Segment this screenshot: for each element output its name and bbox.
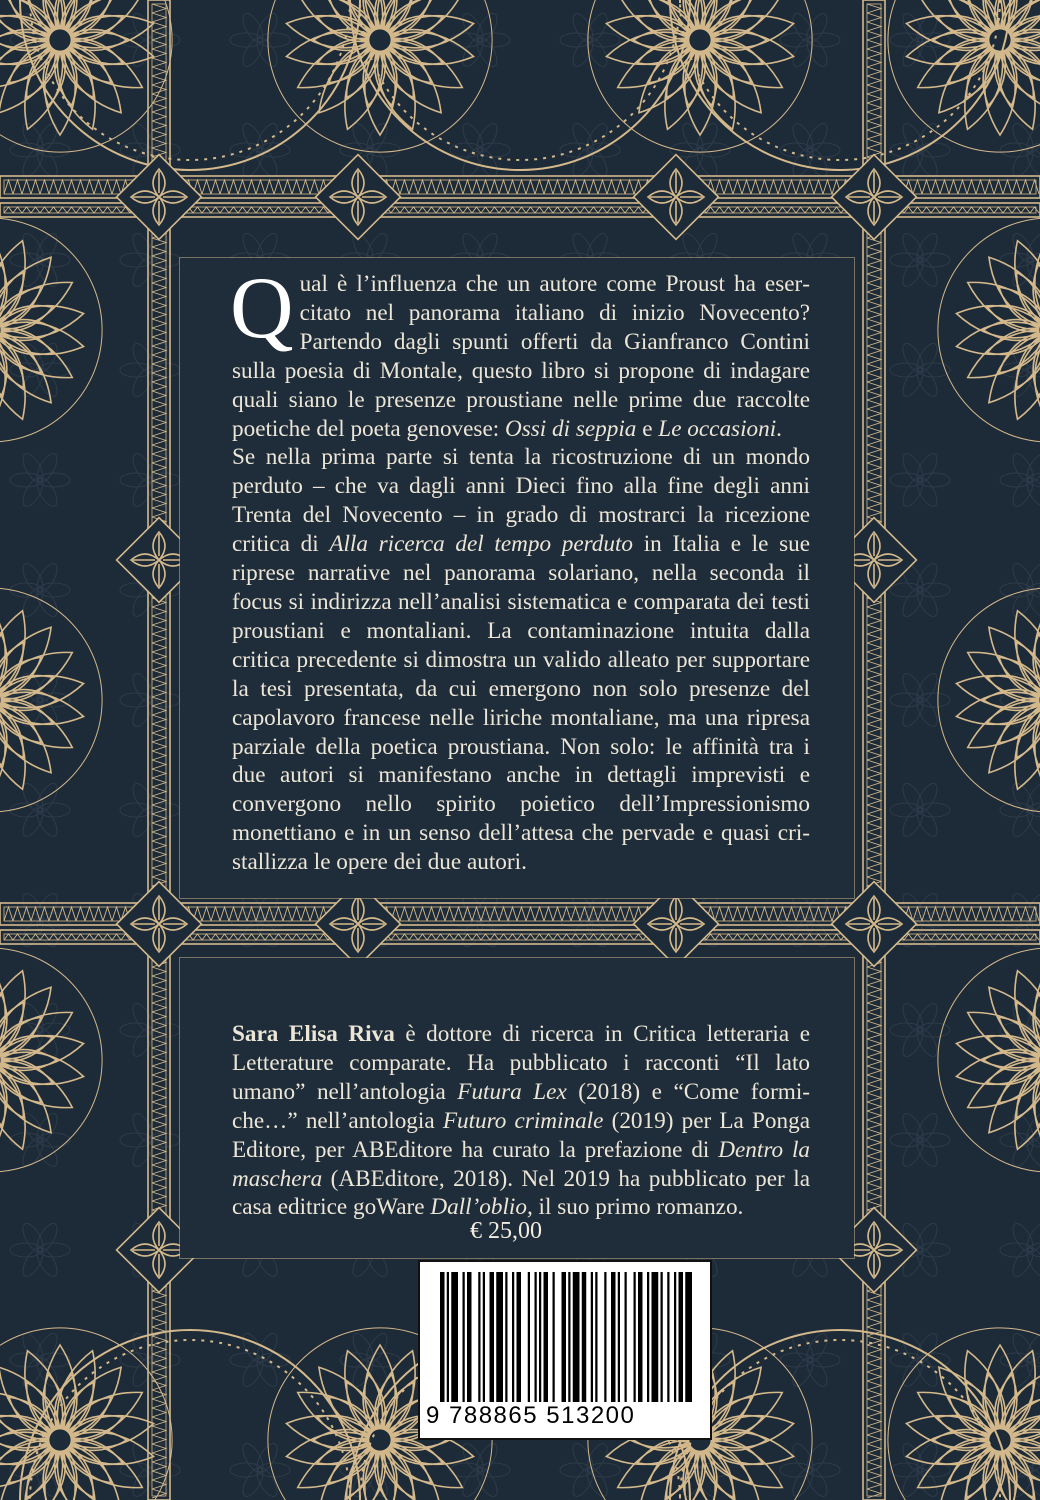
barcode [418, 1260, 712, 1440]
synopsis-text-2a: Se nella prima parte si tenta la ricostruzione di un mondo perduto – che va dagli anni Dieci fino alla fine degli anni Trenta del Novecento – in grado di mostrarci la ricezione critica di [232, 444, 810, 558]
drop-cap: Q [230, 260, 294, 357]
price-label: € 25,00 [470, 1218, 542, 1244]
author-name: Sara Elisa Riva [232, 1021, 395, 1047]
bio-title-3: Dentro la maschera [232, 1136, 810, 1192]
bio-title-2: Futuro criminale [442, 1107, 604, 1134]
title-le-occasioni: Le occasioni [658, 415, 777, 442]
synopsis-text-1: ual è l’influenza che un autore come Proust ha esercitato nel panorama italiano di inizio Novecento? Partendo dagli spunti offerti da Gianfranco Contini sulla poesia di Montale, questo libro si propone di indagare quali siano le presenze proustiane nelle prime due raccolte poetiche del poeta genovese: [232, 271, 810, 442]
synopsis-paragraph-2 [232, 443, 810, 877]
title-ossi-di-seppia: Ossi di seppia [505, 415, 637, 442]
bio-text-5: il suo primo romanzo. [532, 1194, 744, 1221]
synopsis-period: . [776, 415, 782, 442]
bio-text-4: (ABEditore, 2018). Nel 2019 ha pubblicato per la casa editrice goWare [232, 1165, 810, 1221]
bio-text-2: (2018) e “Come formiche…” nell’antologia [232, 1078, 811, 1134]
author-bio [232, 1020, 810, 1222]
synopsis-paragraph-1 [230, 260, 810, 443]
bio-title-4: Dall’oblio, [430, 1194, 533, 1221]
synopsis-text [230, 260, 810, 877]
barcode-digits: 9 788865 513200 [426, 1402, 636, 1429]
synopsis-text-2b: in Italia e le sue riprese narrative nel panorama solariano, nella seconda il focus si indirizza nell’analisi sistematica e comparata dei testi proustiani e montaliani. La contaminazione intuita dalla critica precedente si dimostra un valido alleato per supportare la tesi presentata, da cui emergono non solo presenze del capolavoro francese nelle liriche montaliane, ma una ripresa parziale della poetica proustiana. Non solo: le affinità tra i due autori si manifestano anche in dettagli imprevisti e convergono nello spirito poietico dell’Impressionismo monettiano e in un senso dell’attesa che pervade e quasi cristallizza le opere dei due autori. [232, 531, 810, 876]
bio-text-3: (2019) per La Ponga Editore, per ABEditore ha curato la prefazione di [232, 1107, 811, 1163]
title-alla-ricerca: Alla ricerca del tempo perduto [329, 531, 634, 558]
barcode-bars [440, 1272, 692, 1402]
bio-title-1: Futura Lex [457, 1078, 567, 1105]
bio-text-1: è dottore di ricerca in Critica letteraria e Letterature comparate. Ha pubblicato i racconti “Il lato umano” nell’antologia [232, 1021, 811, 1105]
synopsis-conj: e [636, 415, 659, 442]
